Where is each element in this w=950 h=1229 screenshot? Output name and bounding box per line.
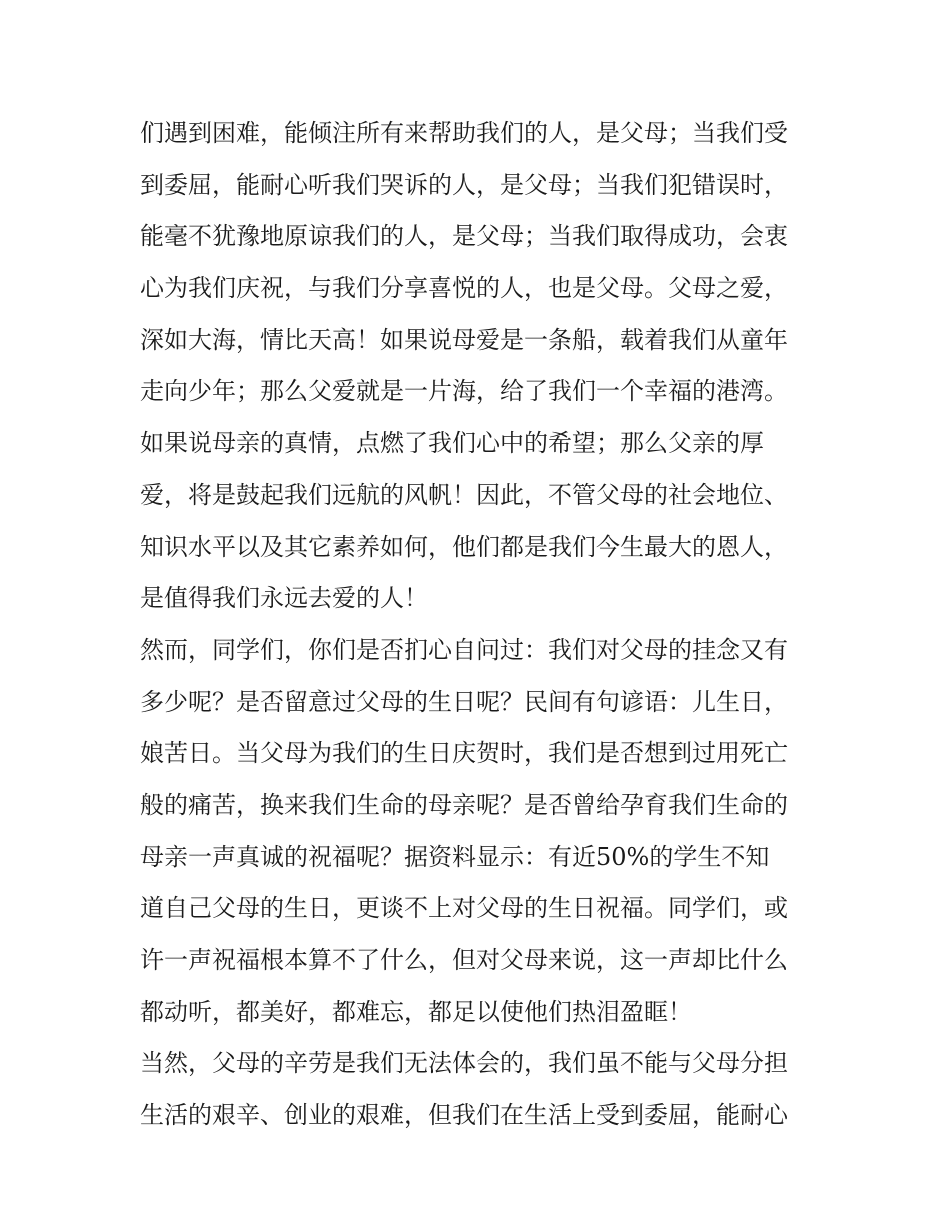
text-line: 许一声祝福根本算不了什么，但对父母来说，这一声却比什么 [140,946,788,974]
text-line: 般的痛苦，换来我们生命的母亲呢？是否曾给孕育我们生命的 [140,790,788,819]
text-line: 能毫不犹豫地原谅我们的人，是父母；当我们取得成功，会衷 [140,222,788,251]
text-line: 娘苦日。当父母为我们的生日庆贺时，我们是否想到过用死亡 [140,739,788,768]
text-line: 走向少年；那么父爱就是一片海，给了我们一个幸福的港湾。 [140,377,788,406]
text-line: 知识水平以及其它素养如何，他们都是我们今生最大的恩人， [140,532,788,561]
text-line: 道自己父母的生日，更谈不上对父母的生日祝福。同学们，或 [140,894,788,923]
text-line: 母亲一声真诚的祝福呢？据资料显示：有近50%的学生不知 [140,842,770,871]
text-line: 生活的艰辛、创业的艰难，但我们在生活上受到委屈，能耐心 [140,1101,788,1130]
body-text [140,108,820,1142]
text-line: 心为我们庆祝，与我们分享喜悦的人，也是父母。父母之爱， [140,274,788,303]
text-line: 然而，同学们，你们是否扪心自问过：我们对父母的挂念又有 [140,635,788,664]
text-line: 深如大海，情比天高！如果说母爱是一条船，载着我们从童年 [140,325,788,354]
text-line: 都动听，都美好，都难忘，都足以使他们热泪盈眶！ [140,997,692,1026]
text-line: 是值得我们永远去爱的人！ [140,584,428,613]
text-line: 爱，将是鼓起我们远航的风帆！因此，不管父母的社会地位、 [140,480,788,509]
text-line: 到委屈，能耐心听我们哭诉的人，是父母；当我们犯错误时， [140,170,788,199]
text-line: 多少呢？是否留意过父母的生日呢？民间有句谚语：儿生日， [140,687,788,716]
text-line: 如果说母亲的真情，点燃了我们心中的希望；那么父亲的厚 [140,429,764,458]
text-line: 们遇到困难，能倾注所有来帮助我们的人，是父母；当我们受 [140,119,788,147]
text-line: 当然，父母的辛劳是我们无法体会的，我们虽不能与父母分担 [140,1049,788,1078]
